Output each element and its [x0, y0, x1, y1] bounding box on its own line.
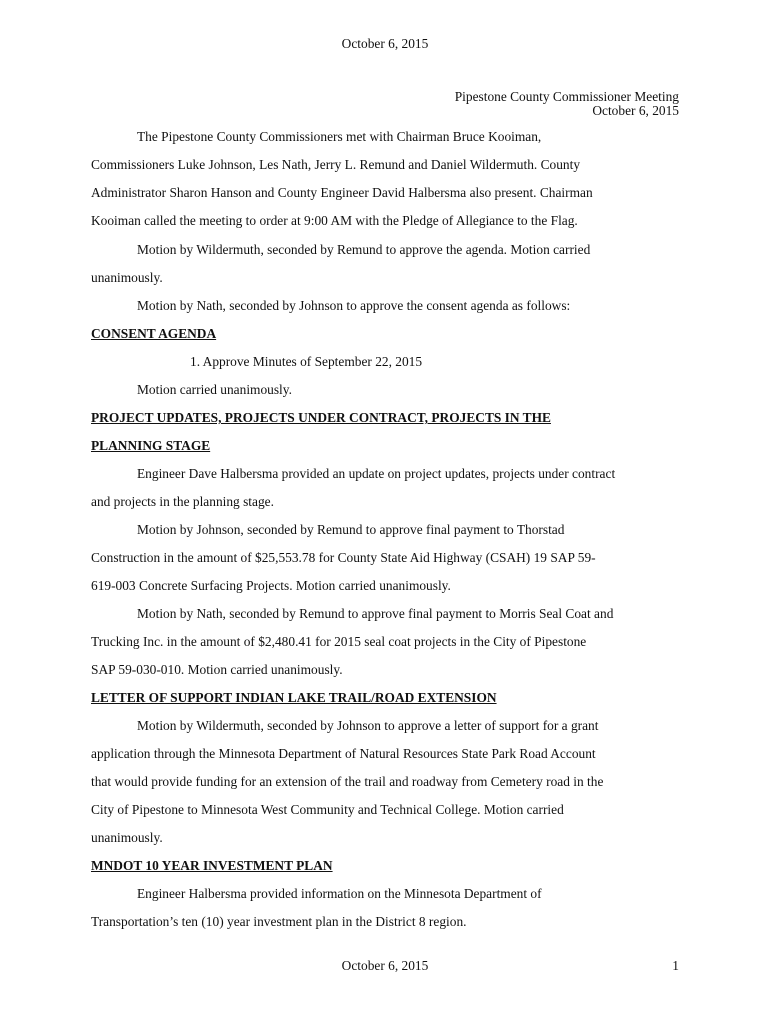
page-footer-date: October 6, 2015: [341, 958, 429, 973]
morris-motion-line-3: SAP 59-030-010. Motion carried unanimously.: [91, 662, 343, 677]
consent-item-1: 1. Approve Minutes of September 22, 2015: [190, 354, 423, 369]
letter-motion-line-3: that would provide funding for an extension of the trail and roadway from Cemetery road in the: [91, 774, 604, 789]
intro-line-4: Kooiman called the meeting to order at 9:00 AM with the Pledge of Allegiance to the Flag.: [91, 213, 578, 228]
heading-mndot-plan: MNDOT 10 YEAR INVESTMENT PLAN: [91, 858, 333, 873]
intro-line-1: The Pipestone County Commissioners met with Chairman Bruce Kooiman,: [137, 129, 542, 144]
thorstad-motion-line-3: 619-003 Concrete Surfacing Projects. Motion carried unanimously.: [91, 578, 451, 593]
agenda-motion-line-2: unanimously.: [91, 270, 163, 285]
consent-carried: Motion carried unanimously.: [137, 382, 292, 397]
letter-motion-line-4: City of Pipestone to Minnesota West Community and Technical College. Motion carried: [91, 802, 564, 817]
letter-motion-line-1: Motion by Wildermuth, seconded by Johnson to approve a letter of support for a grant: [137, 718, 599, 733]
letter-motion-line-2: application through the Minnesota Department of Natural Resources State Park Road Account: [91, 746, 596, 761]
heading-letter-of-support: LETTER OF SUPPORT INDIAN LAKE TRAIL/ROAD EXTENSION: [91, 690, 497, 705]
project-update-line-2: and projects in the planning stage.: [91, 494, 274, 509]
meeting-date: October 6, 2015: [592, 103, 679, 118]
intro-line-2: Commissioners Luke Johnson, Les Nath, Jerry L. Remund and Daniel Wildermuth. County: [91, 157, 581, 172]
page-header-date: October 6, 2015: [341, 36, 429, 51]
thorstad-motion-line-1: Motion by Johnson, seconded by Remund to approve final payment to Thorstad: [137, 522, 565, 537]
heading-project-updates-1: PROJECT UPDATES, PROJECTS UNDER CONTRACT, PROJECTS IN THE: [91, 410, 551, 425]
project-update-line-1: Engineer Dave Halbersma provided an update on project updates, projects under contract: [137, 466, 616, 481]
agenda-motion-line-1: Motion by Wildermuth, seconded by Remund to approve the agenda. Motion carried: [137, 242, 591, 257]
morris-motion-line-1: Motion by Nath, seconded by Remund to approve final payment to Morris Seal Coat and: [137, 606, 614, 621]
heading-project-updates-2: PLANNING STAGE: [91, 438, 211, 453]
consent-motion: Motion by Nath, seconded by Johnson to approve the consent agenda as follows:: [137, 298, 571, 313]
meeting-title: Pipestone County Commissioner Meeting: [454, 89, 679, 104]
page-number: 1: [672, 958, 679, 973]
mndot-line-1: Engineer Halbersma provided information on the Minnesota Department of: [137, 886, 542, 901]
intro-line-3: Administrator Sharon Hanson and County Engineer David Halbersma also present. Chairman: [91, 185, 593, 200]
thorstad-motion-line-2: Construction in the amount of $25,553.78 for County State Aid Highway (CSAH) 19 SAP 59-: [91, 550, 596, 565]
letter-motion-line-5: unanimously.: [91, 830, 163, 845]
morris-motion-line-2: Trucking Inc. in the amount of $2,480.41 for 2015 seal coat projects in the City of Pipestone: [91, 634, 587, 649]
mndot-line-2: Transportation’s ten (10) year investment plan in the District 8 region.: [91, 914, 467, 929]
heading-consent-agenda: CONSENT AGENDA: [91, 326, 217, 341]
